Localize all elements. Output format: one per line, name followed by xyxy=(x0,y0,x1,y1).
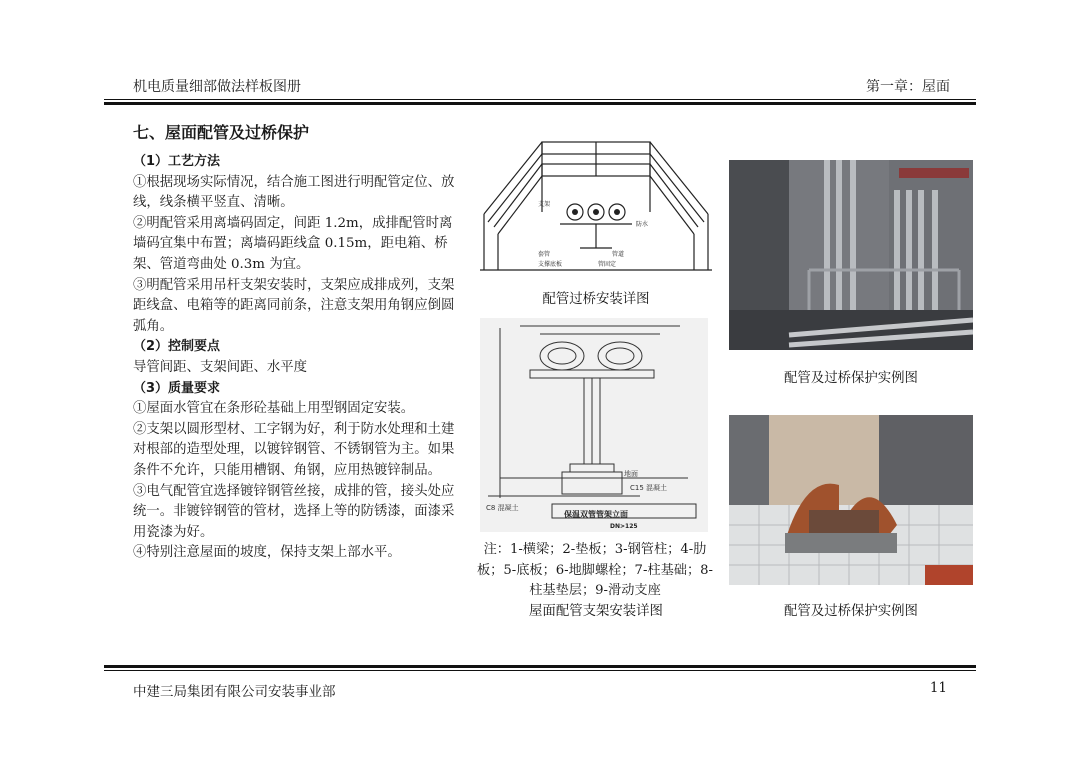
header-left: 机电质量细部做法样板图册 xyxy=(133,79,301,95)
section-title: 七、屋面配管及过桥保护 xyxy=(133,123,310,142)
subheading-method: （1）工艺方法 xyxy=(133,154,221,169)
fig2-inner-title: 保温双管管架立面 xyxy=(564,510,628,519)
body-text xyxy=(133,152,463,564)
figure-2-caption: 屋面配管支架安装详图 xyxy=(529,604,663,619)
paragraph: ②支架以圆形型材、工字钢为好，利于防水处理和土建对根部的造型处理，以镀锌钢管、不锈钢管为主。如果条件不允许，只能用槽钢、角钢，应用热镀锌制品。 xyxy=(133,421,455,478)
photo-2-caption: 配管及过桥保护实例图 xyxy=(784,604,918,619)
subheading-quality: （3）质量要求 xyxy=(133,380,221,396)
fig1-label: 管固定 xyxy=(598,261,617,268)
paragraph: ③电气配管宜选择镀锌钢管丝接，成排的管，接头处应统一。非镀锌钢管的管材，选择上等的防锈漆，面漆采用瓷漆为好。 xyxy=(133,483,455,540)
fig1-label: 防水 xyxy=(636,221,649,228)
paragraph: ②明配管采用离墙码固定，间距 1.2m，成排配管时离墙码宜集中布置；离墙码距线盒 0.15m，距电箱、桥架、管道弯曲处 0.3m 为宜。 xyxy=(133,215,453,272)
subheading-control: （2）控制要点 xyxy=(133,339,221,355)
figure-1-caption: 配管过桥安装详图 xyxy=(542,292,650,307)
fig1-label: 管道 xyxy=(612,251,625,258)
footer-left: 中建三局集团有限公司安装事业部 xyxy=(133,684,336,700)
paragraph: ①屋面水管宜在条形砼基础上用型钢固定安装。 xyxy=(133,401,415,417)
paragraph: 导管间距、支架间距、水平度 xyxy=(133,359,308,375)
paragraph: ①根据现场实际情况，结合施工图进行明配管定位、放线，线条横平竖直、清晰。 xyxy=(133,174,455,211)
fig2-label: 地面 xyxy=(624,470,638,478)
page-number: 11 xyxy=(929,680,947,696)
paragraph: ③明配管采用吊杆支架安装时，支架应成排成列，支架距线盒、电箱等的距离同前条，注意支架用角钢应倒圆弧角。 xyxy=(133,277,455,334)
fig2-dn: DN>125 xyxy=(610,523,638,530)
header-rule-thin xyxy=(104,99,976,100)
fig2-label: C15 混凝土 xyxy=(630,484,668,492)
header-right: 第一章：屋面 xyxy=(866,79,950,95)
footer-rule-thin xyxy=(104,670,976,671)
fig1-label: 套管 xyxy=(538,251,551,258)
fig1-label: 支架 xyxy=(538,201,551,208)
figure-2-note: 注：1-横梁；2-垫板；3-钢管柱；4-肋板；5-底板；6-地脚螺栓；7-柱基础；8-柱基垫层；9-滑动支座 xyxy=(476,542,713,599)
paragraph: ④特别注意屋面的坡度，保持支架上部水平。 xyxy=(133,545,401,561)
figure-support-drawing xyxy=(480,318,708,532)
figure-bridge-drawing xyxy=(480,132,712,280)
fig1-label: 支撑底板 xyxy=(538,261,563,268)
header-rule-thick xyxy=(104,102,976,105)
footer-rule-thick xyxy=(104,665,976,668)
photo-bridge-over-pipe xyxy=(729,415,973,585)
photo-pipes-wall xyxy=(729,160,973,350)
photo-1-caption: 配管及过桥保护实例图 xyxy=(784,371,918,386)
fig2-label: C8 混凝土 xyxy=(486,504,519,512)
